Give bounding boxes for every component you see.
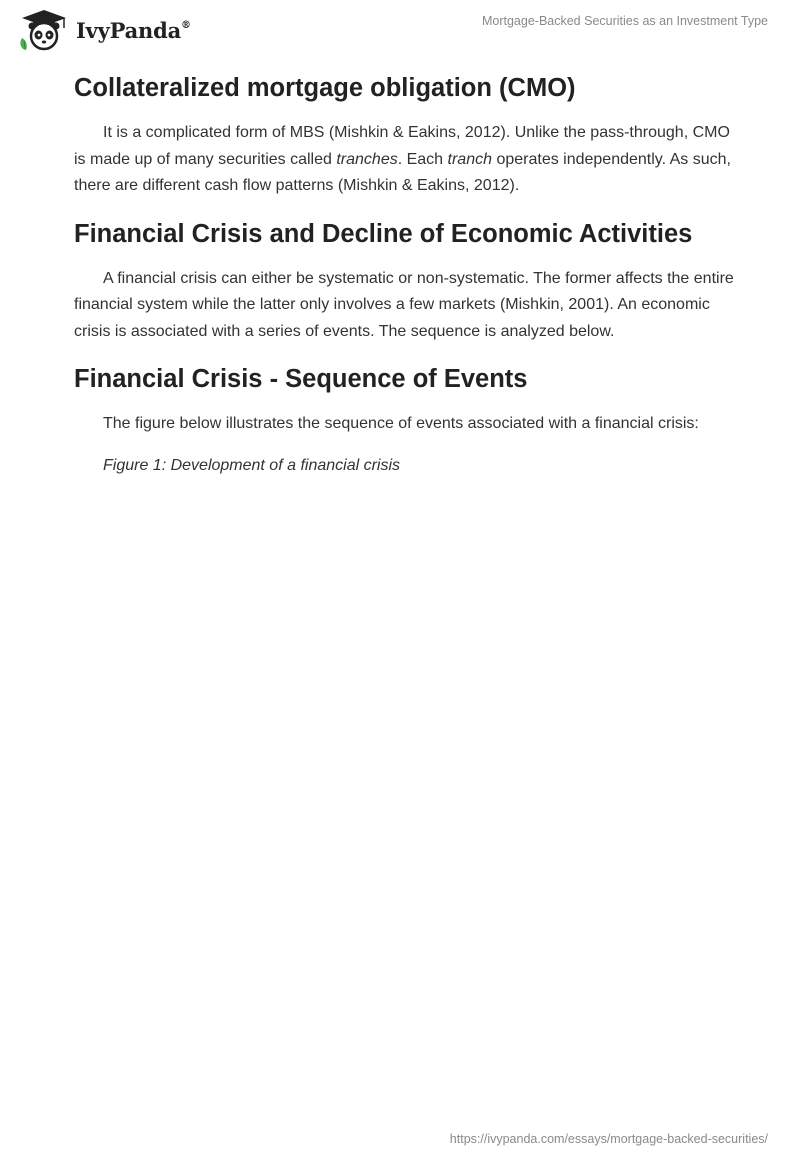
panda-graduate-icon <box>16 8 72 52</box>
document-title: Mortgage-Backed Securities as an Investment Type <box>481 14 768 28</box>
section-heading-sequence: Financial Crisis - Sequence of Events <box>74 365 528 393</box>
figure-caption: Figure 1: Development of a financial crisis <box>103 456 401 474</box>
logo[interactable] <box>16 8 191 52</box>
section-heading-cmo: Collateralized mortgage obligation (CMO) <box>74 74 576 102</box>
section-paragraph-cmo: It is a complicated form of MBS (Mishkin & Eakins, 2012). Unlike the pass-through, CMO is made up of many securities called tranches. Each tranch operates independently. As such, there are different cash flow patterns (Mishkin & Eakins, 2012). <box>74 124 731 194</box>
source-url[interactable]: https://ivypanda.com/essays/mortgage-backed-securities/ <box>449 1132 768 1146</box>
article-body <box>74 72 734 479</box>
section-paragraph-financial-crisis: A financial crisis can either be systematic or non-systematic. The former affects the entire financial system while the latter only involves a few markets (Mishkin, 2001). An economic crisis is associated with a series of events. The sequence is analyzed below. <box>74 269 734 340</box>
section-paragraph-sequence: The figure below illustrates the sequence of events associated with a financial crisis: <box>103 415 699 432</box>
brand-name: IvyPanda® <box>76 17 191 43</box>
page-header <box>0 0 800 60</box>
section-heading-financial-crisis: Financial Crisis and Decline of Economic Activities <box>74 219 693 248</box>
